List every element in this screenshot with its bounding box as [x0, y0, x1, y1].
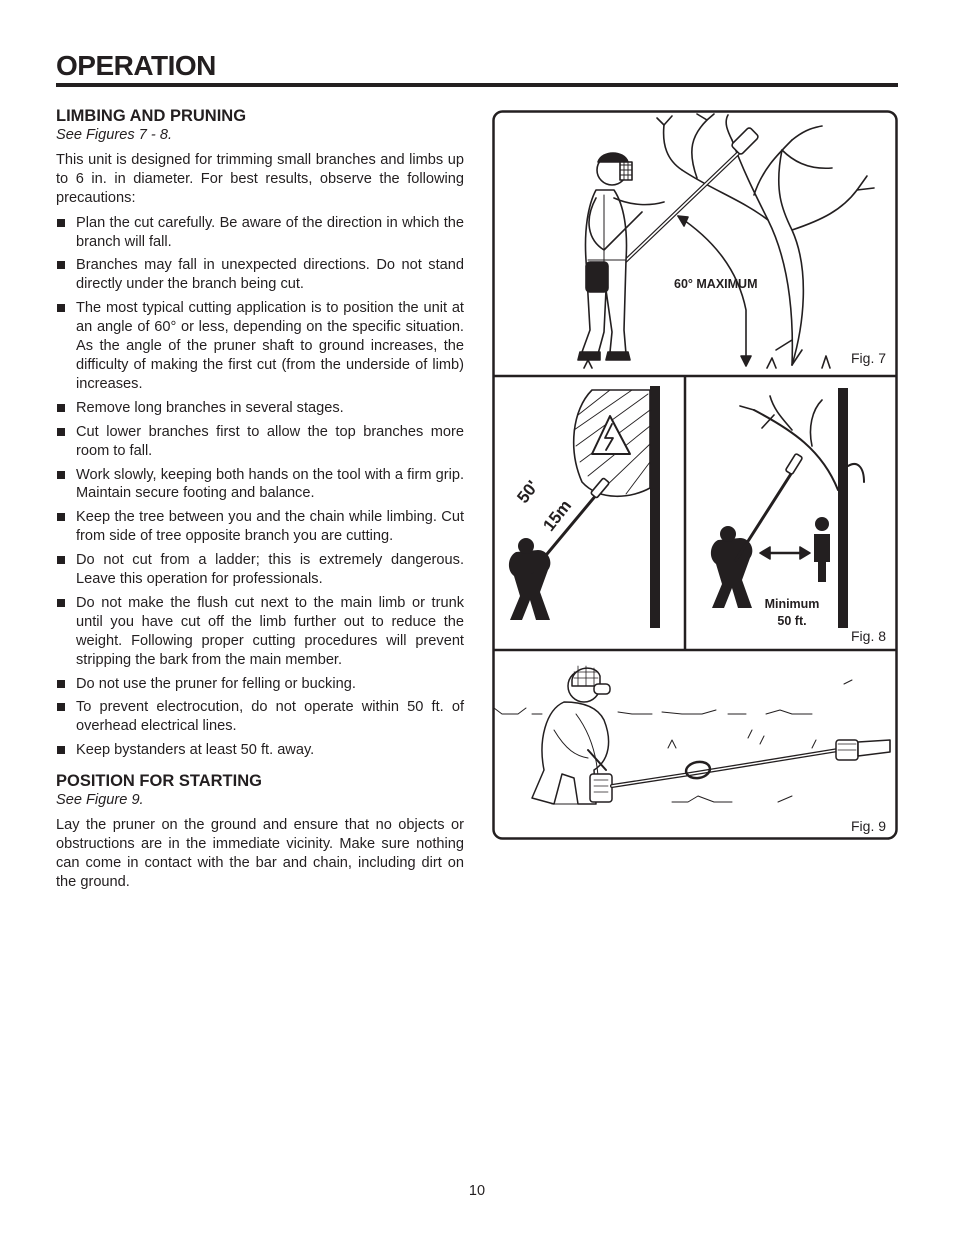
list-item [56, 698, 464, 736]
fig8-distance-feet: 50' [513, 477, 543, 507]
bullet-square-icon [57, 556, 65, 564]
list-item-text: Work slowly, keeping both hands on the tool with a firm grip. Maintain secure footing and balance. [76, 466, 464, 502]
list-item-text: The most typical cutting application is to position the unit at an angle of 60° or less, depending on the specific situation. As the angle of the pruner shaft to ground increases, the difficulty of making the first cut (from the underside of limb) increases. [76, 300, 464, 392]
starting-heading: POSITION FOR STARTING [56, 772, 262, 791]
figures-panel [492, 110, 898, 840]
list-item-text: Branches may fall in unexpected directions. Do not stand directly under the branch being cut. [76, 257, 464, 293]
limbing-see-figures: See Figures 7 - 8. [56, 127, 172, 143]
bullet-square-icon [57, 219, 65, 227]
list-item [56, 741, 464, 760]
list-item-text: Do not make the flush cut next to the main limb or trunk until you have cut off the limb further out to reduce the weight. Following proper cutting procedures will prevent stripping the bark from the main member. [76, 594, 464, 668]
fig8-label: Fig. 8 [851, 628, 887, 644]
starting-see-figure: See Figure 9. [56, 792, 144, 809]
page-number: 10 [468, 1183, 486, 1199]
list-item-text: Remove long branches in several stages. [76, 399, 344, 416]
bullet-square-icon [57, 703, 65, 711]
list-item-text: To prevent electrocution, do not operate within 50 ft. of overhead electrical lines. [76, 699, 464, 735]
text-column [56, 106, 464, 898]
bullet-square-icon [57, 404, 65, 412]
bullet-square-icon [57, 428, 65, 436]
list-item-text: Keep bystanders at least 50 ft. away. [76, 742, 315, 759]
list-item [56, 423, 464, 461]
fig9-label: Fig. 9 [851, 818, 887, 834]
bullet-square-icon [57, 261, 65, 269]
bullet-square-icon [57, 746, 65, 754]
limbing-precautions-list [56, 214, 464, 761]
fig7-angle-label: 60° MAXIMUM [674, 277, 758, 291]
bullet-square-icon [57, 680, 65, 688]
title-rule [56, 83, 898, 87]
fig8-minimum-label: Minimum [764, 597, 820, 611]
limbing-intro: This unit is designed for trimming small branches and limbs up to 6 in. in diameter. For best results, observe the following precautions: [56, 151, 464, 206]
bullet-square-icon [57, 304, 65, 312]
starting-body: Lay the pruner on the ground and ensure that no objects or obstructions are in the immediate vicinity. Make sure nothing can come in contact with the bar and chain, including dirt on the ground. [56, 817, 464, 890]
bullet-square-icon [57, 471, 65, 479]
bullet-square-icon [57, 513, 65, 521]
bullet-square-icon [57, 599, 65, 607]
fig8-distance-label: 50 ft. [777, 614, 807, 628]
fig7-illustration [578, 114, 874, 368]
list-item [56, 594, 464, 670]
list-item [56, 399, 464, 418]
fig8-bystander-illustration [711, 388, 864, 628]
list-item [56, 466, 464, 504]
fig9-illustration [494, 666, 890, 804]
figures-illustration [492, 110, 898, 840]
list-item-text: Plan the cut carefully. Be aware of the direction in which the branch will fall. [76, 214, 464, 250]
fig7-label: Fig. 7 [851, 350, 887, 366]
list-item-text: Keep the tree between you and the chain while limbing. Cut from side of tree opposite branch you are cutting. [76, 509, 464, 545]
list-item [56, 675, 464, 694]
list-item [56, 299, 464, 394]
list-item [56, 256, 464, 294]
fig8-distance-meters: 15m [539, 496, 576, 535]
page-title: OPERATION [56, 50, 216, 81]
list-item [56, 508, 464, 546]
list-item [56, 214, 464, 252]
limbing-heading: LIMBING AND PRUNING [56, 107, 247, 125]
list-item-text: Do not use the pruner for felling or bucking. [76, 675, 356, 692]
list-item-text: Cut lower branches first to allow the top branches more room to fall. [76, 423, 464, 459]
fig8-powerline-illustration [509, 386, 660, 628]
list-item [56, 551, 464, 589]
list-item-text: Do not cut from a ladder; this is extremely dangerous. Leave this operation for professionals. [76, 552, 464, 588]
